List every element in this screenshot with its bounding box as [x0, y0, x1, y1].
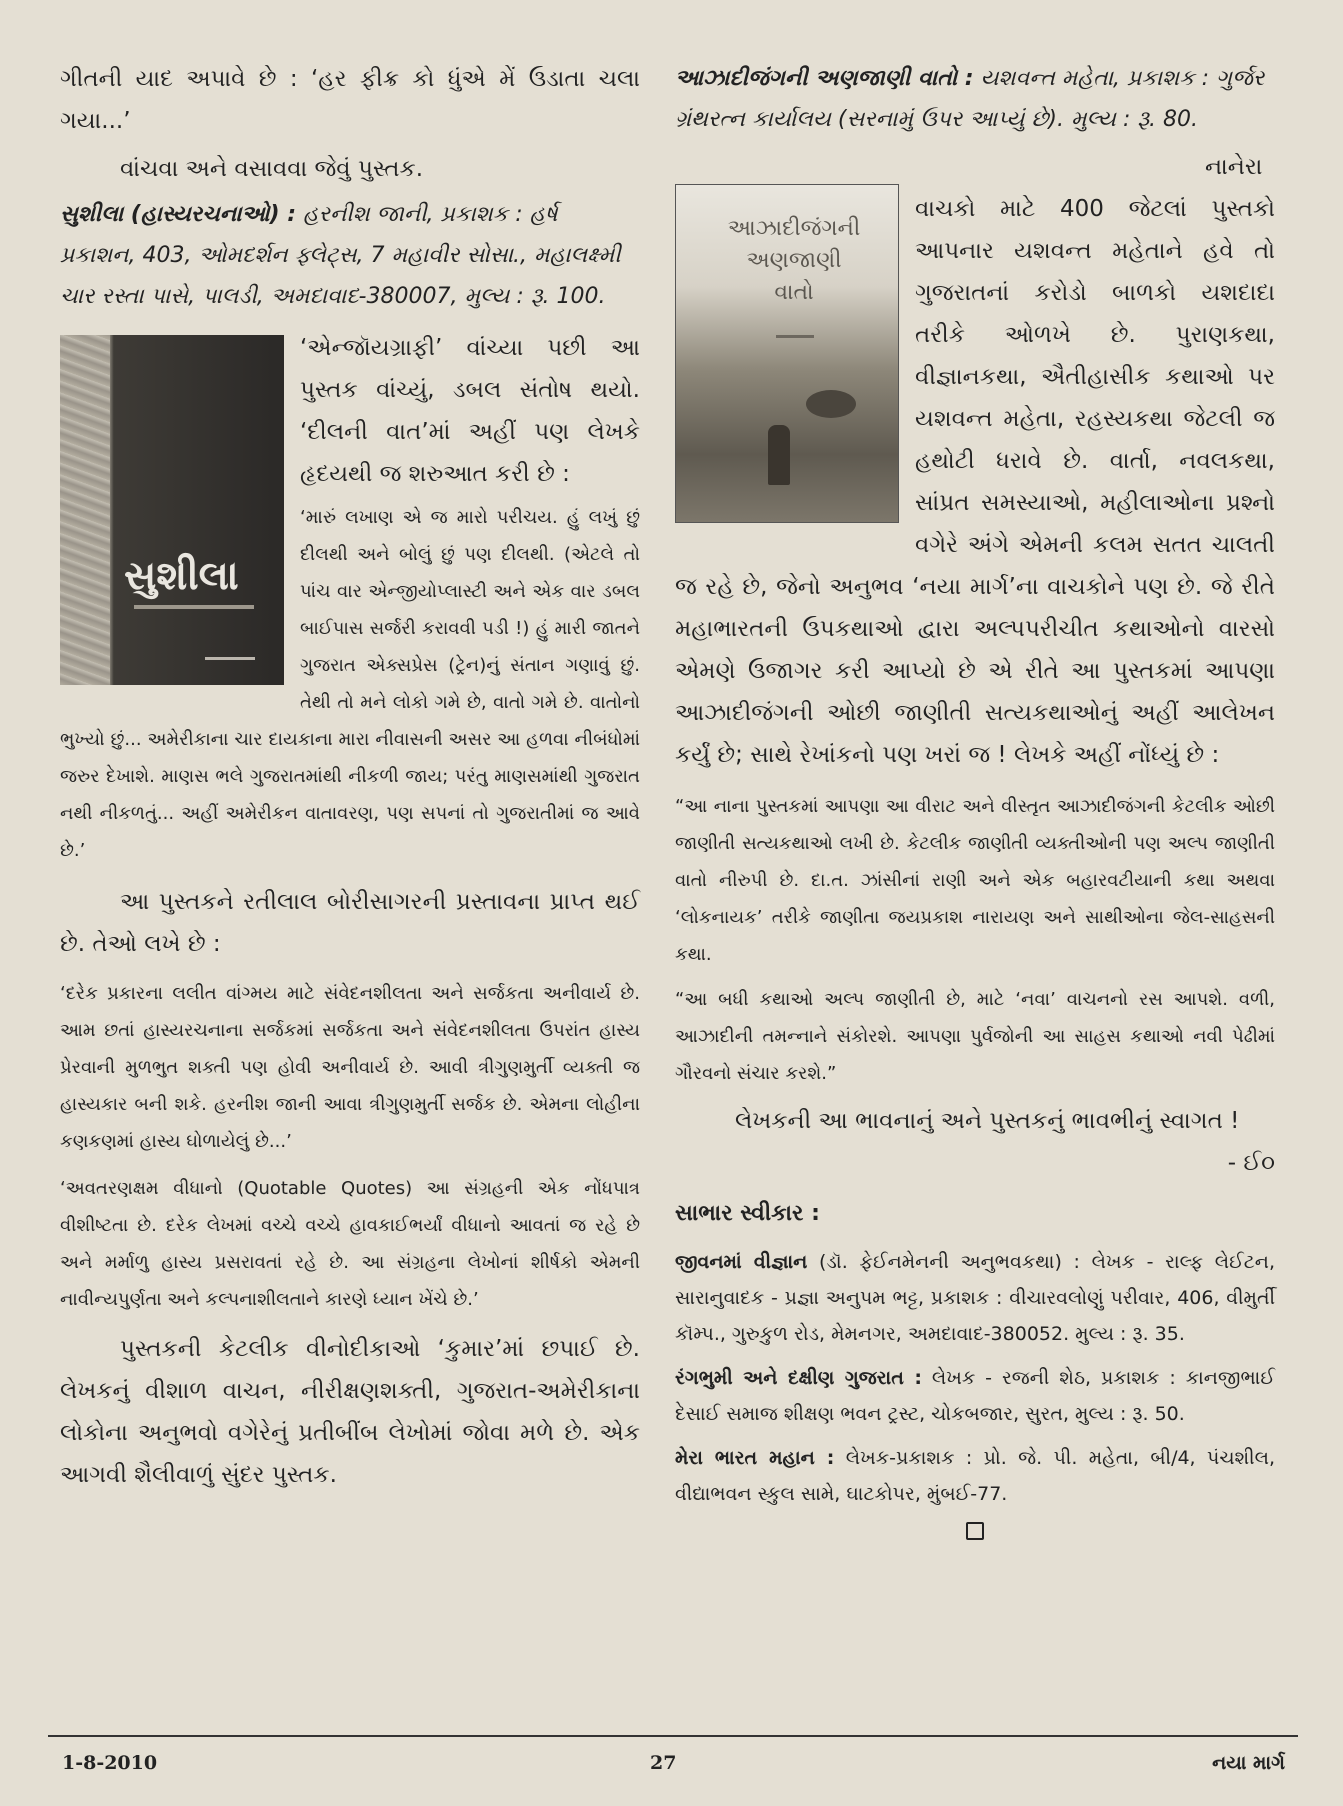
book-details: હરનીશ જાની, પ્રકાશક : હર્ષ પ્રકાશન, 403, ઓમદર્શન ફ્લેટ્સ, 7 મહાવીર સોસા., મહાલક્ષ્મી ચાર રસ્તા પાસે, પાલડી, અમદાવાદ-380007, મુલ્ય : રૂ. 100. [60, 202, 621, 309]
book-entry-azadi [675, 58, 1275, 140]
cover-figure [768, 425, 790, 485]
paragraph: લેખકની આ ભાવનાનું અને પુસ્તકનું ભાવભીનું સ્વાગત ! [735, 1108, 1240, 1134]
acknowledgement-item [675, 1440, 1275, 1512]
cover-author-line [776, 335, 814, 338]
ack-details: (ડૉ. ફેઈનમેનની અનુભવકથા) : લેખક - રાલ્ફ લેઈટન, સારાનુવાદક - પ્રજ્ઞા અનુપમ ભટ્ટ, પ્રકાશક : વીચારવલોણું પરીવાર, 406, વીમુર્તી કૉમ્પ., ગુરુકુળ રોડ, મેમનગર, અમદાવાદ-380052. મુલ્ય : રૂ. 35. [675, 1251, 1275, 1345]
cover-author-line [205, 657, 255, 660]
cover-title: સુશીલા [124, 553, 239, 599]
book-cover-image [60, 335, 284, 685]
book-review-block [60, 327, 640, 869]
paragraph: આ પુસ્તકને રતીલાલ બોરીસાગરની પ્રસ્તાવના પ્રાપ્ત થઈ છે. તેઓ લખે છે : [60, 889, 640, 957]
cover-figure [806, 390, 856, 418]
book-cover-image [675, 184, 899, 523]
ack-details: લેખક-પ્રકાશક : પ્રો. જે. પી. મહેતા, બી/4, પંચશીલ, વીદ્યાભવન સ્કુલ સામે, ઘાટકોપર, મુંબઈ-77. [675, 1447, 1275, 1505]
acknowledgement-item [675, 1244, 1275, 1352]
ack-title: મેરા ભારત મહાન : [675, 1447, 835, 1469]
book-details: યશવન્ત મહેતા, પ્રકાશક : ગુર્જર ગ્રંથરત્ન કાર્યાલય (સરનામું ઉપર આપ્યું છે). મુલ્ય : રૂ. 80. [675, 66, 1265, 132]
paragraph: પુસ્તકની કેટલીક વીનોદીકાઓ ‘કુમાર’માં છપાઈ છે. લેખકનું વીશાળ વાચન, નીરીક્ષણશક્તી, ગુજરાત-અમેરીકાના લોકોના અનુભવો વગેરેનું પ્રતીબીંબ લેખોમાં જોવા મળે છે. એક આગવી શૈલીવાળું સુંદર પુસ્તક. [60, 1336, 640, 1488]
paragraph: વાંચવા અને વસાવવા જેવું પુસ્તક. [120, 156, 424, 182]
end-mark-icon [966, 1522, 984, 1540]
left-column [60, 58, 640, 1496]
ack-details: લેખક - રજની શેઠ, પ્રકાશક : કાનજીભાઈ દેસાઈ સમાજ શીક્ષણ ભવન ટ્રસ્ટ, ચોકબજાર, સુરત, મુલ્ય : રૂ. 50. [675, 1367, 1275, 1425]
quote: ‘દરેક પ્રકારના લલીત વાંગ્મય માટે સંવેદનશીલતા અને સર્જકતા અનીવાર્ય છે. આમ છતાં હાસ્યરચનાના સર્જકમાં સર્જકતા અને સંવેદનશીલતા ઉપરાંત હાસ્ય પ્રેરવાની મુળભુત શક્તી પણ હોવી અનીવાર્ય છે. આવી ત્રીગુણમુર્તી વ્યક્તી જ હાસ્યકાર બની શકે. હરનીશ જાની આવા ત્રીગુણમુર્તી સર્જક છે. એમના લોહીના કણકણમાં હાસ્ય ઘોળાયેલું છે...’ [60, 983, 640, 1152]
footer-rule [48, 1735, 1298, 1737]
acknowledgement-item [675, 1360, 1275, 1432]
book-review-block [675, 146, 1275, 776]
cover-subtitle-line [134, 605, 254, 609]
book-title: સુશીલા (હાસ્યરચનાઓ) : [60, 202, 297, 227]
footer-page-number: 27 [650, 1752, 677, 1774]
footer-magazine-name: નયા માર્ગ [1212, 1752, 1285, 1774]
cover-title: આઝાદીજંગની અણજાણી વાતો [727, 216, 861, 305]
book-title: આઝાદીજંગની અણજાણી વાતો : [675, 66, 974, 91]
quote: ‘મારું લખાણ એ જ મારો પરીચય. હું લખું છું દીલથી અને બોલું છું પણ દીલથી. (એટલે તો પાંચ વાર એન્જીયોપ્લાસ્ટી અને એક વાર ડબલ બાઈપાસ સર્જરી કરાવવી પડી !) હું મારી જાતને ગુજરાત એક્સપ્રેસ (ટ્રેન)નું સંતાન ગણાવું છું. તેથી તો મને લોકો ગમે છે, વાતો ગમે છે. વાતોનો ભુખ્યો છું... અમેરીકાના ચાર દાયકાના મારા નીવાસની અસર આ હળવા નીબંધોમાં જરુર દેખાશે. માણસ ભલે ગુજરાતમાંથી નીકળી જાય; પરંતુ માણસમાંથી ગુજરાત નથી નીકળતું... અહીં અમેરીકન વાતાવરણ, પણ સપનાં તો ગુજરાતીમાં જ આવે છે.’ [60, 507, 640, 861]
signature: - ઈ૦ [1227, 1150, 1275, 1176]
quote: ‘અવતરણક્ષમ વીધાનો (Quotable Quotes) આ સંગ્રહની એક નોંધપાત્ર વીશીષ્ટતા છે. દરેક લેખમાં વચ્ચે વચ્ચે હાવકાઈભર્યાં વીધાનો આવતાં જ રહે છે અને મર્માળુ હાસ્ય પ્રસરાવતાં રહે છે. આ સંગ્રહના લેખોનાં શીર્ષકો એમની નાવીન્યપુર્ણતા અને કલ્પનાશીલતાને કારણે ધ્યાન ખેંચે છે.’ [60, 1178, 640, 1310]
paragraph: ગીતની યાદ અપાવે છે : ‘હર ફીક્ર કો ધુંએ મેં ઉડાતા ચલા ગયા...’ [60, 66, 640, 134]
paragraph: ‘એન્જૉયગ્રાફી’ વાંચ્યા પછી આ પુસ્તક વાંચ્યું, ડબલ સંતોષ થયો. ‘દીલની વાત’માં અહીં પણ લેખકે હૃદયથી જ શરુઆત કરી છે : [300, 335, 640, 487]
ack-title: જીવનમાં વીજ્ઞાન [675, 1251, 808, 1273]
footer-date: 1-8-2010 [62, 1752, 158, 1774]
cover-texture [60, 335, 110, 685]
quote: “આ નાના પુસ્તકમાં આપણા આ વીરાટ અને વીસ્તૃત આઝાદીજંગની કેટલીક ઓછી જાણીતી સત્યકથાઓ લખી છે. કેટલીક જાણીતી વ્યક્તીઓની પણ અલ્પ જાણીતી વાતો નીરુપી છે. દા.ત. ઝાંસીનાં રાણી અને એક બહારવટીયાની કથા અથવા ‘લોકનાયક’ તરીકે જાણીતા જયપ્રકાશ નારાયણ અને સાથીઓના જેલ-સાહસની કથા. [675, 796, 1275, 965]
book-entry-sushila [60, 194, 640, 317]
quote: “આ બધી કથાઓ અલ્પ જાણીતી છે, માટે ‘નવા’ વાચનનો રસ આપશે. વળી, આઝાદીની તમન્નાને સંકોરશે. આપણા પુર્વજોની આ સાહસ કથાઓ નવી પેઢીમાં ગૌરવનો સંચાર કરશે.” [675, 989, 1275, 1084]
acknowledgement-heading: સાભાર સ્વીકાર : [675, 1201, 820, 1226]
paragraph: નાનેરા વાચકો માટે 400 જેટલાં પુસ્તકો આપનાર યશવન્ત મહેતાને હવે તો ગુજરાતનાં કરોડો બાળકો યશદાદા તરીકે ઓળખે છે. પુરાણકથા, વીજ્ઞાનકથા, ઐતીહાસીક કથાઓ પર યશવન્ત મહેતા, રહસ્યકથા જેટલી જ હથોટી ધરાવે છે. વાર્તા, નવલકથા, સાંપ્રત સમસ્યાઓ, મહીલાઓના પ્રશ્નો વગેરે અંગે એમની કલમ સતત ચાલતી જ રહે છે, જેનો અનુભવ ‘નયા માર્ગ’ના વાચકોને પણ છે. જે રીતે મહાભારતની ઉપકથાઓ દ્વારા અલ્પપરીચીત કથાઓનો વારસો એમણે ઉજાગર કરી આપ્યો છે એ રીતે આ પુસ્તકમાં આપણા આઝાદીજંગની ઓછી જાણીતી સત્યકથાઓનું અહીં આલેખન કર્યું છે; સાથે રેખાંકનો પણ ખરાં જ ! લેખકે અહીં નોંધ્યું છે : [675, 154, 1275, 768]
ack-title: રંગભુમી અને દક્ષીણ ગુજરાત : [675, 1367, 922, 1389]
right-column [675, 58, 1275, 1540]
